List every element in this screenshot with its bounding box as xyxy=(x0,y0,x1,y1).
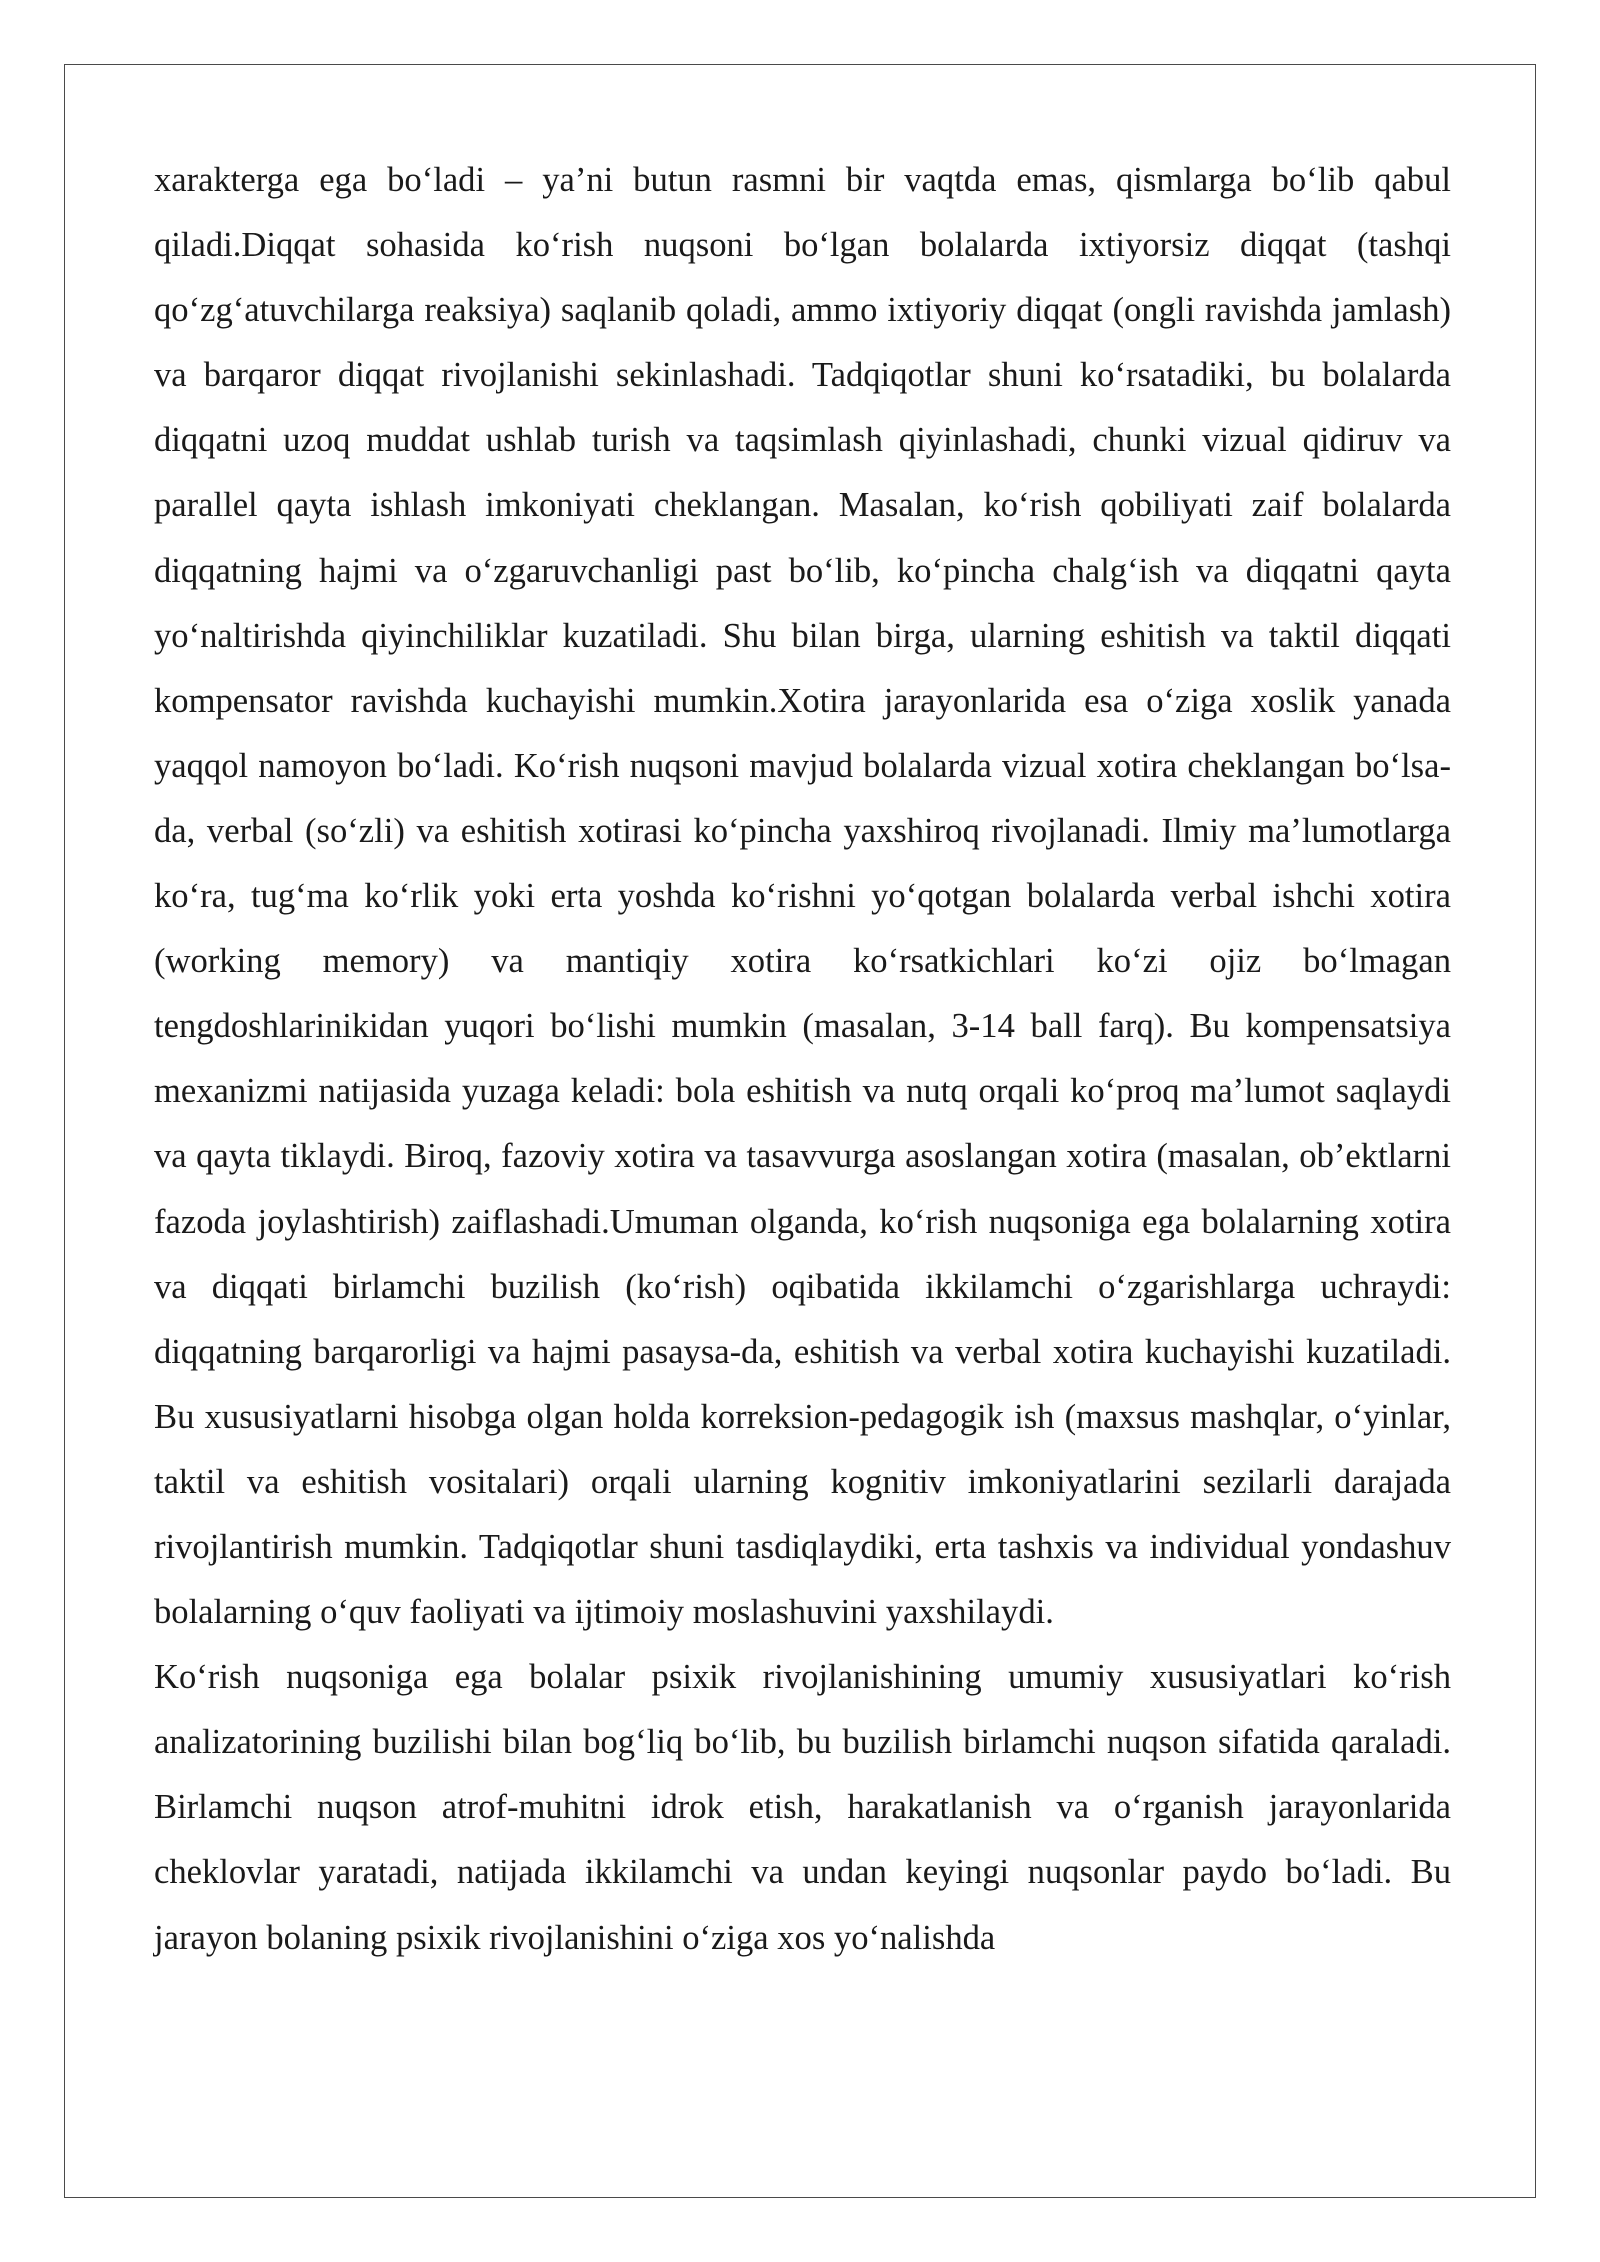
document-body xyxy=(154,148,1451,1971)
paragraph: Ko‘rish nuqsoniga ega bolalar psixik rivojlanishining umumiy xususiyatlari ko‘rish analizatorining buzilishi bilan bog‘liq bo‘lib, bu buzilish birlamchi nuqson sifatida qaraladi. Birlamchi nuqson atrof-muhitni idrok etish, harakatlanish va o‘rganish jarayonlarida cheklovlar yaratadi, natijada ikkilamchi va undan keyingi nuqsonlar paydo bo‘ladi. Bu jarayon bolaning psixik rivojlanishini o‘ziga xos yo‘nalishda xyxy=(154,1658,1451,1957)
paragraph: xarakterga ega bo‘ladi – ya’ni butun rasmni bir vaqtda emas, qismlarga bo‘lib qabul qiladi.Diqqat sohasida ko‘rish nuqsoni bo‘lgan bolalarda ixtiyorsiz diqqat (tashqi qo‘zg‘atuvchilarga reaksiya) saqlanib qoladi, ammo ixtiyoriy diqqat (ongli ravishda jamlash) va barqaror diqqat rivojlanishi sekinlashadi. Tadqiqotlar shuni ko‘rsatadiki, bu bolalarda diqqatni uzoq muddat ushlab turish va taqsimlash qiyinlashadi, chunki vizual qidiruv va parallel qayta ishlash imkoniyati cheklangan. Masalan, ko‘rish qobiliyati zaif bolalarda diqqatning hajmi va o‘zgaruvchanligi past bo‘lib, ko‘pincha chalg‘ish va diqqatni qayta yo‘naltirishda qiyinchiliklar kuzatiladi. Shu bilan birga, ularning eshitish va taktil diqqati kompensator ravishda kuchayishi mumkin.Xotira jarayonlarida esa o‘ziga xoslik yanada yaqqol namoyon bo‘ladi. Ko‘rish nuqsoni mavjud bolalarda vizual xotira cheklangan bo‘lsa-da, verbal (so‘zli) va eshitish xotirasi ko‘pincha yaxshiroq rivojlanadi. Ilmiy ma’lumotlarga ko‘ra, tug‘ma ko‘rlik yoki erta yoshda ko‘rishni yo‘qotgan bolalarda verbal ishchi xotira (working memory) va mantiqiy xotira ko‘rsatkichlari ko‘zi ojiz bo‘lmagan tengdoshlarinikidan yuqori bo‘lishi mumkin (masalan, 3-14 ball farq). Bu kompensatsiya mexanizmi natijasida yuzaga keladi: bola eshitish va nutq orqali ko‘proq ma’lumot saqlaydi va qayta tiklaydi. Biroq, fazoviy xotira va tasavvurga asoslangan xotira (masalan, ob’ektlarni fazoda joylashtirish) zaiflashadi.Umuman olganda, ko‘rish nuqsoniga ega bolalarning xotira va diqqati birlamchi buzilish (ko‘rish) oqibatida ikkilamchi o‘zgarishlarga uchraydi: diqqatning barqarorligi va hajmi pasaysa-da, eshitish va verbal xotira kuchayishi kuzatiladi. Bu xususiyatlarni hisobga olgan holda korreksion-pedagogik ish (maxsus mashqlar, o‘yinlar, taktil va eshitish vositalari) orqali ularning kognitiv imkoniyatlarini sezilarli darajada rivojlantirish mumkin. Tadqiqotlar shuni tasdiqlaydiki, erta tashxis va individual yondashuv bolalarning o‘quv faoliyati va ijtimoiy moslashuvini yaxshilaydi. xyxy=(154,161,1451,1632)
